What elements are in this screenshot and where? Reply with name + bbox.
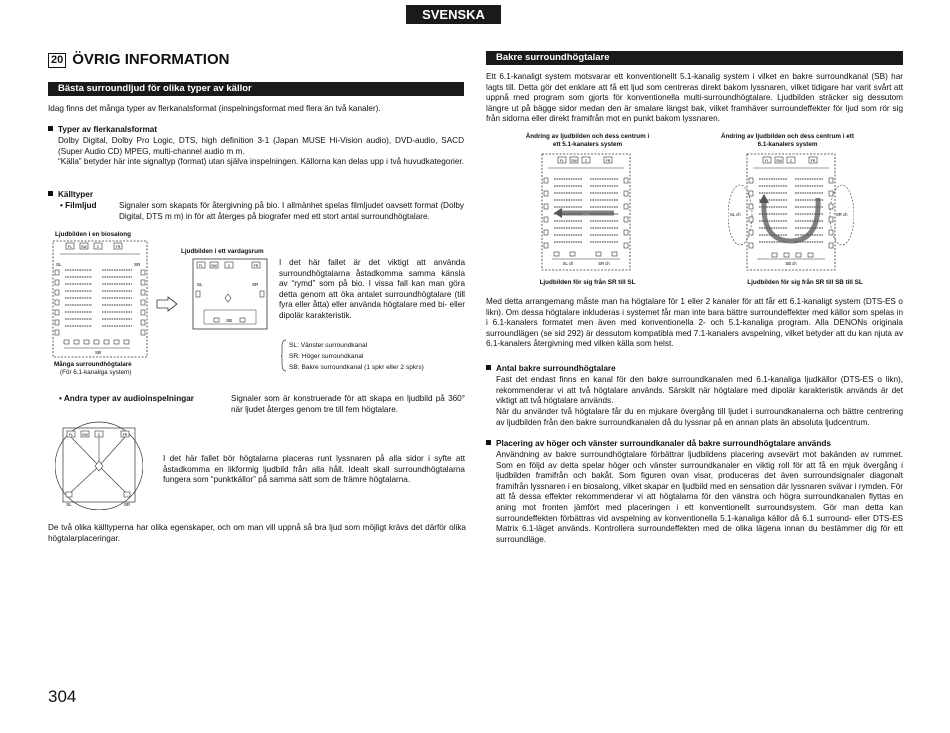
many-speakers-caption: Många surroundhögtalare — [54, 361, 132, 368]
diag2-title: Ändring av ljudbilden och dess centrum i ett 6.1-kanalers system — [721, 133, 854, 148]
svg-text:SB ch: SB ch — [785, 261, 797, 266]
svg-text:FR: FR — [605, 159, 611, 163]
source-heading: Källtyper — [48, 190, 464, 201]
svg-text:FR: FR — [115, 245, 121, 249]
svg-text:FL: FL — [67, 245, 73, 249]
right-para2: Med detta arrangemang måste man ha högtalare för 1 eller 2 kanaler för att får ett 6.1-kanaligt system (DTS-ES o likn). Om dessa högtalare inkluderas i systemet får man inte bara bättre surroundeffekter med källor som spelas in i 6.1-kanalers formatet men även med konventionella 2- och 5.1-kanaliga program. Alla DENONs originala surroundlägen (se sid 292) är dessutom kompatibla med 7.1-kanalers avspelning, vilket betyder att du kan njuta av 6.1-kanalers återgivning med vilken källa som helst. — [486, 297, 903, 349]
living-room-diagram — [192, 258, 268, 330]
arrow-right-icon — [156, 296, 178, 312]
svg-text:SR: SR — [123, 502, 131, 507]
count-text: Fast det endast finns en kanal för den bakre surroundkanalen med 6.1-kanaliga ljudkällor (DTS-ES o likn), rekommenderar vi att två högtalare används. Särskilt när högtalare med dipolär karakteristik används är det viktigt att två högtalare används. — [496, 375, 903, 406]
page-number: 304 — [48, 687, 77, 706]
svg-text:C: C — [96, 245, 100, 249]
diag1-title: Ändring av ljudbilden och dess centrum i ett 5.1-kanalers system — [525, 133, 650, 148]
diagram-5-1-channel — [530, 153, 642, 271]
svg-text:SW: SW — [211, 264, 217, 268]
left-intro: Idag finns det många typer av flerkanalsformat (inspelningsformat med flera än två kanaler). — [48, 104, 381, 113]
svg-text:SW: SW — [81, 245, 87, 249]
legend-item: SR: Höger surroundkanal — [289, 353, 364, 360]
svg-text:FL: FL — [68, 433, 74, 437]
left-section-title: Bästa surroundljud för olika typer av källor — [48, 82, 464, 96]
diagram-6-1-channel — [728, 153, 854, 271]
svg-text:SR ch: SR ch — [598, 261, 610, 266]
svg-text:SW: SW — [82, 433, 88, 437]
bullet-square-icon — [486, 365, 491, 370]
svg-text:SB: SB — [94, 350, 102, 355]
svg-text:FR: FR — [122, 433, 128, 437]
svg-text:SR ch: SR ch — [836, 212, 848, 217]
svg-text:SB: SB — [225, 318, 233, 323]
formats-heading: Typer av flerkanalsformat — [48, 125, 464, 136]
svg-text:C: C — [227, 264, 231, 268]
formats-line2: “Källa” betyder här inte signaltyp (format) utan själva inspelningen. Källorna kan delas upp i två huvudkategorier. — [58, 157, 464, 166]
svg-text:C: C — [97, 433, 101, 437]
diag1-caption: Ljudbilden för sig från SR till SL — [539, 279, 636, 286]
svg-text:FL: FL — [198, 264, 204, 268]
svg-text:SL: SL — [197, 282, 203, 287]
formats-line1: Dolby Digital, Dolby Pro Logic, DTS, high definition 3-1 (Japan MUSE Hi-Vision audio), DVD-audio, SACD (Super Audio CD) MPEG, multi-channel audio m m. — [58, 136, 464, 156]
svg-text:C: C — [789, 159, 793, 163]
language-tab: SVENSKA — [406, 5, 501, 24]
svg-text:FR: FR — [810, 159, 816, 163]
left-closing: De två olika källtyperna har olika egenskaper, och om man vill uppnå så bra ljud som möjligt krävs det därför olika högtalarplaceringar. — [48, 523, 466, 543]
living-text: I det här fallet är det viktigt att använda surroundhögtalarna åstadkomma samma känsla av “rymd” som på bio. I vissa fall kan man göra detta genom att öka antalet surroundhögtalare (till fyra eller åtta) eller använda högtalare med bi- eller dipolär karakteristik. — [279, 258, 465, 320]
placement-text: Användning av bakre surroundhögtalare förbättrar ljudbildens placering avsevärt mot bakänden av rummet. Som en följd av detta spelar höger och vänster surroundkanaler en viktig roll för att få en mjuk övergång i ljudbilden framifrån och bakåt. Som figuren ovan visar, produceras det även surroundsignaler diagonalt framifrån lyssnaren i en biosalong, vilket skapar en ljudbild med en sensation där lyssnaren svävar i rymden. För att få dessa effekter rekommenderar vi att högtalarna för den vänstra och högra surroundkanalen flyttas en aning mot fronten jämfört med placeringen i ett konventionellt surroundsystem. Gör man detta kan surroundeffekten förbättras vid avspelning av konventionella 5.1-kanaliga källor då 6.1 surround- eller DTS-ES Matrix 6.1-läget används. Kontrollera surroundeffekten med de olika lägena innan du bestämmer dig för ett surroundläge. — [496, 450, 903, 544]
svg-text:SL: SL — [56, 262, 62, 267]
svg-text:C: C — [584, 159, 588, 163]
right-intro: Ett 6.1-kanaligt system motsvarar ett konventionellt 5.1-kanalig system i vilket en bakre surroundkanal (SB) har lagts till. Detta gör det enklare att få ett ljud som centreras direkt bakom lyssnaren, vilket tidigare har varit svårt att uppnå med program som gjorts för konventionella multi-surroundhögtalare. Ljudbilden sträcker sig dessutom längre ut på bägge sidor medan den är smalare längst bak, vilket framhäver surroundeffekter för ljud som rör sig från sidorna eller direkt framifrån mot en punkt bakom lyssnaren. — [486, 72, 903, 124]
film-label: • Filmljud — [60, 201, 97, 210]
audio-text2: I det här fallet bör högtalarna placeras runt lyssnaren på alla sidor i syfte att åstadkomma en likformig ljudbild från alla håll. Idealt skall surroundhögtalarna fungera som “punktkällor” på samma sätt som de främre högtalarna. — [163, 454, 465, 485]
svg-text:SR: SR — [252, 282, 259, 287]
svg-text:SL ch: SL ch — [730, 212, 741, 217]
chapter-heading — [48, 50, 229, 70]
right-section-title: Bakre surroundhögtalare — [486, 51, 903, 65]
svg-text:SW: SW — [776, 159, 782, 163]
legend-item: SL: Vänster surroundkanal — [289, 342, 368, 349]
legend-item: SB: Bakre surroundkanal (1 spkr eller 2 spkrs) — [289, 364, 424, 371]
360-sound-diagram — [55, 420, 143, 510]
film-text: Signaler som skapats för återgivning på bio. I allmänhet spelas filmljudet oavsett format (Dolby Digital, DTS m m) in för att återges på biografer med ett stort antal surroundhögtalare. — [119, 201, 464, 221]
bullet-square-icon — [48, 126, 53, 131]
svg-text:SL ch: SL ch — [562, 261, 574, 266]
legend-brace-icon — [281, 339, 287, 372]
svg-text:SL: SL — [66, 502, 72, 507]
cinema-diagram — [52, 240, 148, 358]
audio-text: Signaler som är konstruerade för att skapa en ljudbild på 360° när ljudet återges genom tre till fem högtalare. — [231, 394, 465, 414]
chapter-title: ÖVRIG INFORMATION — [72, 51, 230, 68]
svg-text:FR: FR — [253, 264, 259, 268]
bullet-square-icon — [48, 191, 53, 196]
chapter-number: 20 — [48, 53, 66, 68]
svg-text:SW: SW — [571, 159, 577, 163]
svg-text:FL: FL — [559, 159, 565, 163]
count-text2: När du använder två högtalare får du en mjukare övergång till ljudet i surroundkanalerna och bättre centrering av ljudbilden från den bakre surroundkanalen då du lyssnar på en annan plats än absoluta ljudcentrum. — [496, 407, 903, 427]
placement-heading: Placering av höger och vänster surroundkanaler då bakre surroundhögtalare används — [486, 439, 903, 450]
svg-text:SR: SR — [134, 262, 141, 267]
speaker-legend — [289, 340, 424, 373]
cinema-caption: Ljudbilden i en biosalong — [55, 231, 131, 238]
svg-text:FL: FL — [764, 159, 770, 163]
many-speakers-sub: (För 6.1-kanaliga system) — [60, 369, 132, 376]
bullet-square-icon — [486, 440, 491, 445]
audio-label: • Andra typer av audioinspelningar — [59, 394, 194, 403]
diag2-caption: Ljudbilden för sig från SR till SB till SL — [747, 279, 863, 286]
count-heading: Antal bakre surroundhögtalare — [486, 364, 903, 375]
living-caption: Ljudbilden i ett vardagsrum — [181, 248, 264, 255]
